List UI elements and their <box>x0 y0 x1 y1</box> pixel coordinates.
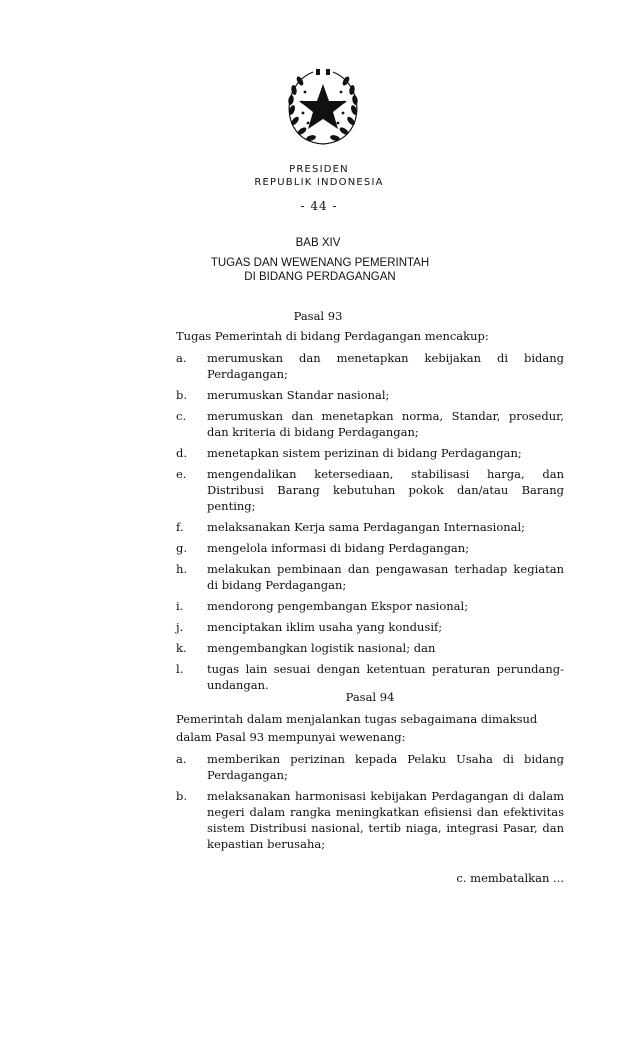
list-marker: c. <box>176 409 187 423</box>
garuda-emblem-icon <box>283 66 363 148</box>
list-text: merumuskan dan menetapkan norma, Standar, prosedur, dan kriteria di bidang Perdagangan; <box>207 409 564 439</box>
list-item <box>176 751 564 783</box>
list-item <box>176 445 564 461</box>
pasal-94-heading: Pasal 94 <box>345 690 395 704</box>
list-marker: f. <box>176 520 184 534</box>
list-item <box>176 408 564 440</box>
list-text: merumuskan dan menetapkan kebijakan di bidang Perdagangan; <box>207 351 564 381</box>
list-text: menciptakan iklim usaha yang kondusif; <box>207 620 443 634</box>
pasal-94-intro: Pemerintah dalam menjalankan tugas sebagaimana dimaksud dalam Pasal 93 mempunyai wewenang: <box>176 712 538 744</box>
list-item <box>176 387 564 403</box>
list-marker: b. <box>176 388 188 402</box>
list-item <box>176 788 564 852</box>
pasal-93-intro: Tugas Pemerintah di bidang Perdagangan mencakup: <box>176 329 489 343</box>
list-marker: j. <box>176 620 184 634</box>
list-text: melaksanakan harmonisasi kebijakan Perdagangan di dalam negeri dalam rangka meningkatkan efisiensi dan efektivitas sistem Distribusi nasional, tertib niaga, integrasi Pasar, dan kepastian berusaha; <box>207 789 564 851</box>
list-item <box>176 519 564 535</box>
page-number: - 44 - <box>300 199 338 213</box>
list-item <box>176 661 564 693</box>
pasal-93-heading: Pasal 93 <box>293 309 343 323</box>
header-president: PRESIDEN <box>289 164 349 175</box>
list-text: mengelola informasi di bidang Perdagangan; <box>207 541 470 555</box>
list-marker: a. <box>176 351 187 365</box>
list-marker: d. <box>176 446 188 460</box>
list-marker: b. <box>176 789 188 803</box>
list-marker: a. <box>176 752 187 766</box>
list-item <box>176 540 564 556</box>
list-text: melaksanakan Kerja sama Perdagangan Internasional; <box>207 520 526 534</box>
list-text: merumuskan Standar nasional; <box>207 388 390 402</box>
list-marker: h. <box>176 562 188 576</box>
list-item <box>176 466 564 514</box>
list-text: mengembangkan logistik nasional; dan <box>207 641 436 655</box>
list-marker: g. <box>176 541 188 555</box>
list-item <box>176 640 564 656</box>
list-text: mengendalikan ketersediaan, stabilisasi harga, dan Distribusi Barang kebutuhan pokok dan/atau Barang penting; <box>207 467 564 513</box>
pasal-94-list <box>176 751 564 857</box>
list-marker: i. <box>176 599 184 613</box>
continuation-note: c. membatalkan ... <box>456 871 564 885</box>
list-item <box>176 598 564 614</box>
list-item <box>176 619 564 635</box>
chapter-number: BAB XIV <box>295 237 341 249</box>
list-marker: l. <box>176 662 184 676</box>
list-marker: k. <box>176 641 187 655</box>
list-text: menetapkan sistem perizinan di bidang Perdagangan; <box>207 446 522 460</box>
list-text: mendorong pengembangan Ekspor nasional; <box>207 599 469 613</box>
chapter-title-line2: DI BIDANG PERDAGANGAN <box>244 271 396 283</box>
list-text: tugas lain sesuai dengan ketentuan peraturan perundang-undangan. <box>207 662 564 692</box>
header-republic: REPUBLIK INDONESIA <box>254 177 384 188</box>
list-marker: e. <box>176 467 187 481</box>
list-text: memberikan perizinan kepada Pelaku Usaha di bidang Perdagangan; <box>207 752 564 782</box>
list-text: melakukan pembinaan dan pengawasan terhadap kegiatan di bidang Perdagangan; <box>207 562 564 592</box>
list-item <box>176 350 564 382</box>
chapter-title-line1: TUGAS DAN WEWENANG PEMERINTAH <box>210 257 430 269</box>
pasal-93-list <box>176 350 564 698</box>
list-item <box>176 561 564 593</box>
